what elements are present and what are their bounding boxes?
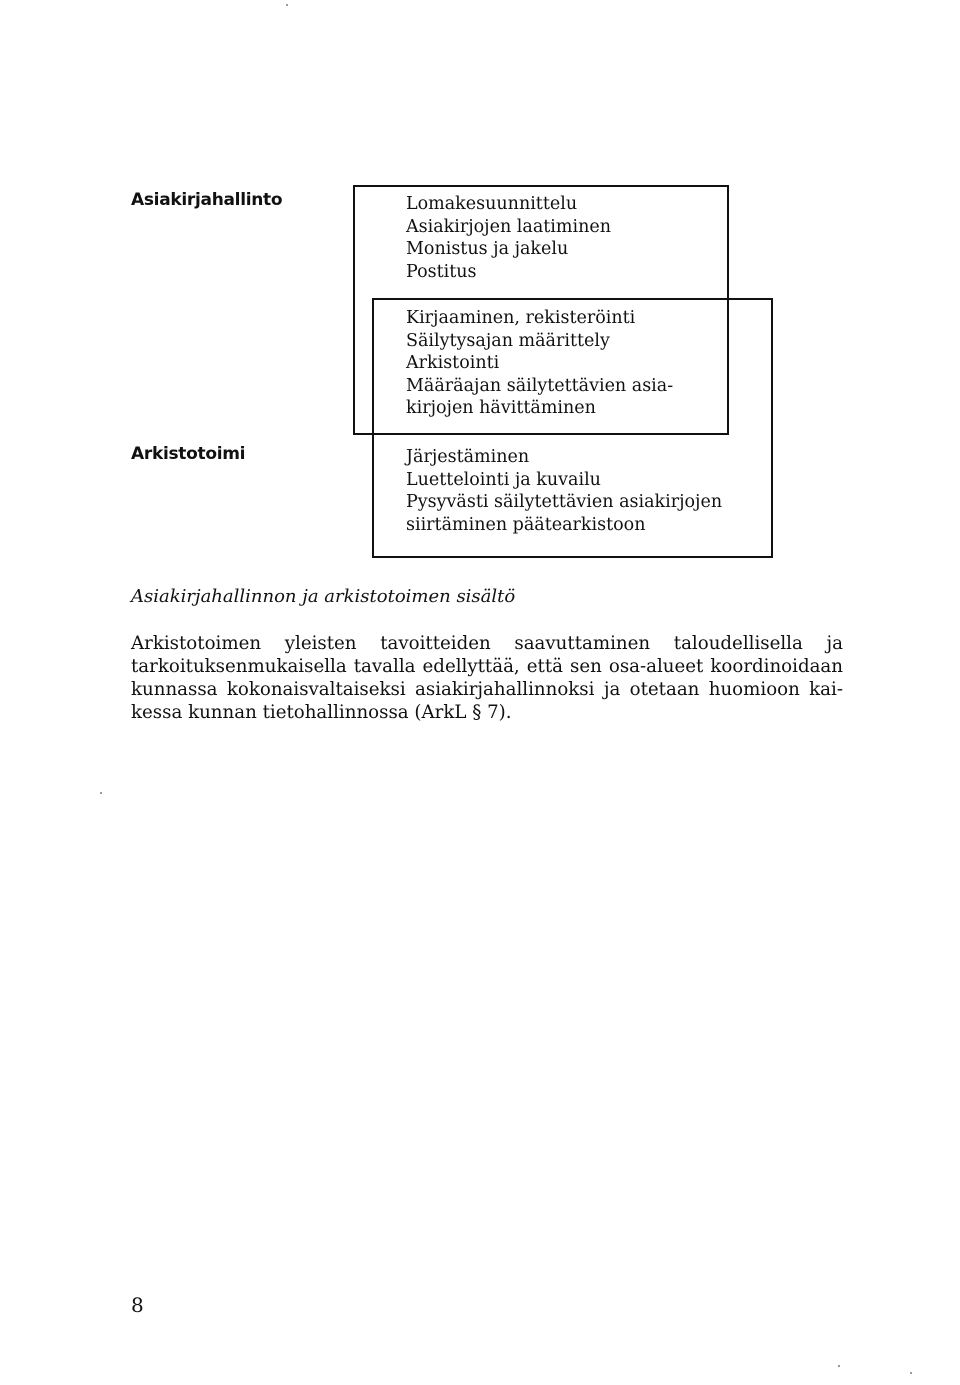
group-middle-item: Määräajan säilytettävien asia- — [406, 375, 674, 396]
scan-speck — [838, 1365, 840, 1367]
label-arkistotoimi: Arkistotoimi — [131, 444, 246, 464]
label-asiakirjahallinto: Asiakirjahallinto — [131, 190, 283, 210]
group-top-item: Monistus ja jakelu — [406, 239, 569, 259]
paragraph-line: Arkistotoimen yleisten tavoitteiden saavuttaminen taloudellisella ja — [131, 633, 843, 654]
page-number: 8 — [131, 1293, 144, 1317]
group-top-item: Asiakirjojen laatiminen — [406, 216, 611, 237]
group-middle-item: Arkistointi — [406, 353, 500, 373]
scan-speck — [286, 4, 288, 6]
group-bottom-item: Luettelointi ja kuvailu — [406, 469, 601, 490]
group-middle-item: Kirjaaminen, rekisteröinti — [406, 308, 636, 328]
group-bottom-item: siirtäminen päätearkistoon — [406, 514, 646, 535]
group-bottom-item: Pysyvästi säilytettävien asiakirjojen — [406, 492, 723, 512]
group-shared-tasks — [406, 307, 673, 420]
group-asiakirjahallinto-tasks — [406, 193, 611, 283]
group-bottom-item: Järjestäminen — [406, 447, 530, 467]
body-paragraph — [131, 632, 843, 724]
paragraph-line: kessa kunnan tietohallinnossa (ArkL § 7). — [131, 702, 512, 723]
paragraph-line: kunnassa kokonaisvaltaiseksi asiakirjahallinnoksi ja otetaan huomioon kai- — [131, 679, 843, 700]
scan-speck — [100, 792, 102, 794]
group-top-item: Postitus — [406, 261, 477, 282]
scan-speck — [910, 1372, 912, 1374]
paragraph-line: tarkoituksenmukaisella tavalla edellyttää, että sen osa-alueet koordinoidaan — [131, 656, 843, 677]
figure-caption: Asiakirjahallinnon ja arkistotoimen sisältö — [131, 586, 516, 607]
group-top-item: Lomakesuunnittelu — [406, 194, 578, 214]
group-arkistotoimi-tasks — [406, 446, 722, 536]
group-middle-item: kirjojen hävittäminen — [406, 398, 596, 418]
group-middle-item: Säilytysajan määrittely — [406, 330, 610, 351]
